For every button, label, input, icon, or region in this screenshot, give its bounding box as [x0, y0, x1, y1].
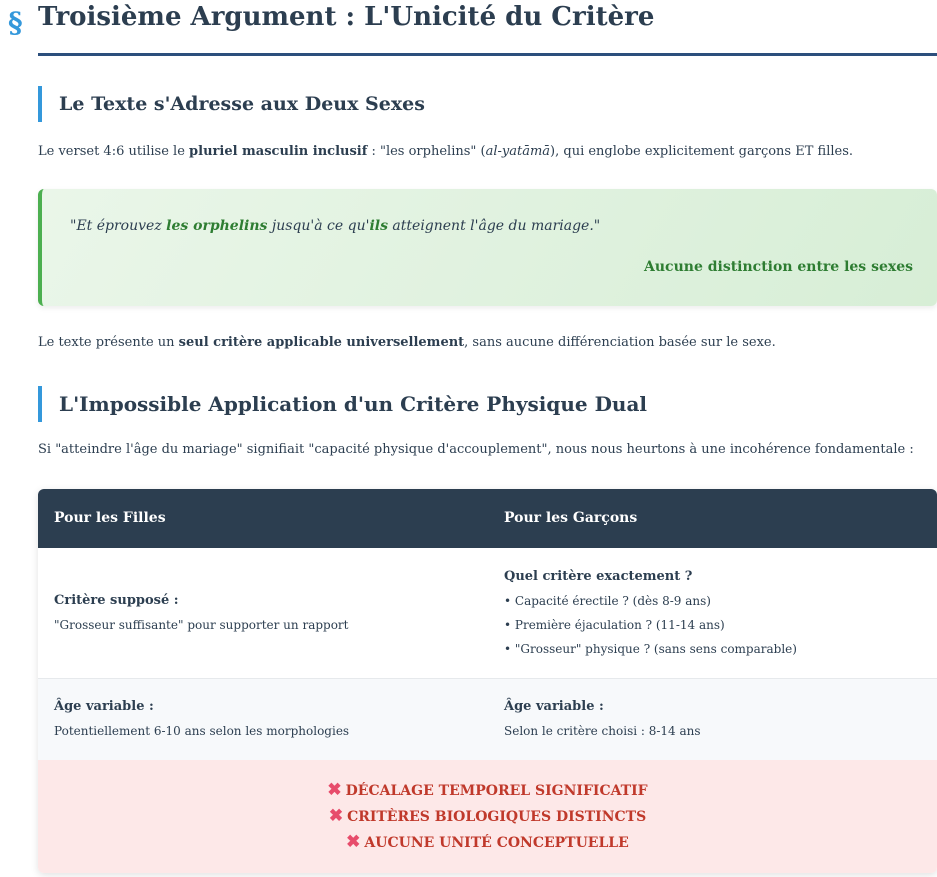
verse-quote: "Et éprouvez les orphelins jusqu'à ce qu'ils atteignent l'âge du mariage.": [70, 218, 601, 234]
verdict-line: ✖ AUCUNE UNITÉ CONCEPTUELLE: [346, 832, 629, 852]
girls-age-text: Potentiellement 6-10 ans selon les morphologies: [54, 724, 350, 738]
boys-criterion-label: Quel critère exactement ?: [504, 569, 693, 584]
column-header-boys: Pour les Garçons: [504, 510, 638, 526]
comparison-table: [38, 489, 937, 873]
column-header-girls: Pour les Filles: [54, 510, 166, 526]
page-title: Troisième Argument : L'Unicité du Critère: [38, 2, 655, 32]
section2-heading: L'Impossible Application d'un Critère Physique Dual: [38, 386, 647, 422]
table-row: [38, 548, 937, 679]
verdict-line: ✖ DÉCALAGE TEMPOREL SIGNIFICATIF: [327, 780, 648, 800]
verdict-box: [38, 760, 937, 873]
girls-criterion-text: "Grosseur suffisante" pour supporter un rapport: [54, 618, 349, 632]
section1-intro: Le verset 4:6 utilise le pluriel masculin inclusif : "les orphelins" (al-yatāmā), qui englobe explicitement garçons ET filles.: [38, 144, 854, 159]
x-mark-icon: ✖: [327, 780, 342, 800]
boys-criterion-item: • Capacité érectile ? (dès 8-9 ans): [504, 594, 711, 608]
section1-heading: Le Texte s'Adresse aux Deux Sexes: [38, 86, 425, 122]
section1-outro: Le texte présente un seul critère applicable universellement, sans aucune différenciation basée sur le sexe.: [38, 335, 776, 350]
x-mark-icon: ✖: [346, 832, 361, 852]
girls-criterion-label: Critère supposé :: [54, 593, 179, 608]
title-divider: [38, 53, 937, 56]
table-row: [38, 679, 937, 760]
boys-age-label: Âge variable :: [504, 699, 604, 714]
verse-quote-box: [38, 189, 937, 306]
girls-age-label: Âge variable :: [54, 699, 154, 714]
quote-note: Aucune distinction entre les sexes: [644, 259, 913, 275]
x-mark-icon: ✖: [328, 806, 344, 826]
verdict-line: ✖ CRITÈRES BIOLOGIQUES DISTINCTS: [328, 806, 647, 826]
table-header: [38, 489, 937, 548]
section2-intro: Si "atteindre l'âge du mariage" signifiait "capacité physique d'accouplement", nous nous heurtons à une incohérence fondamentale :: [38, 442, 914, 457]
boys-age-text: Selon le critère choisi : 8-14 ans: [504, 724, 701, 738]
boys-criterion-item: • Première éjaculation ? (11-14 ans): [504, 618, 725, 632]
boys-criterion-item: • "Grosseur" physique ? (sans sens comparable): [504, 642, 797, 656]
section-symbol: §: [8, 6, 23, 39]
